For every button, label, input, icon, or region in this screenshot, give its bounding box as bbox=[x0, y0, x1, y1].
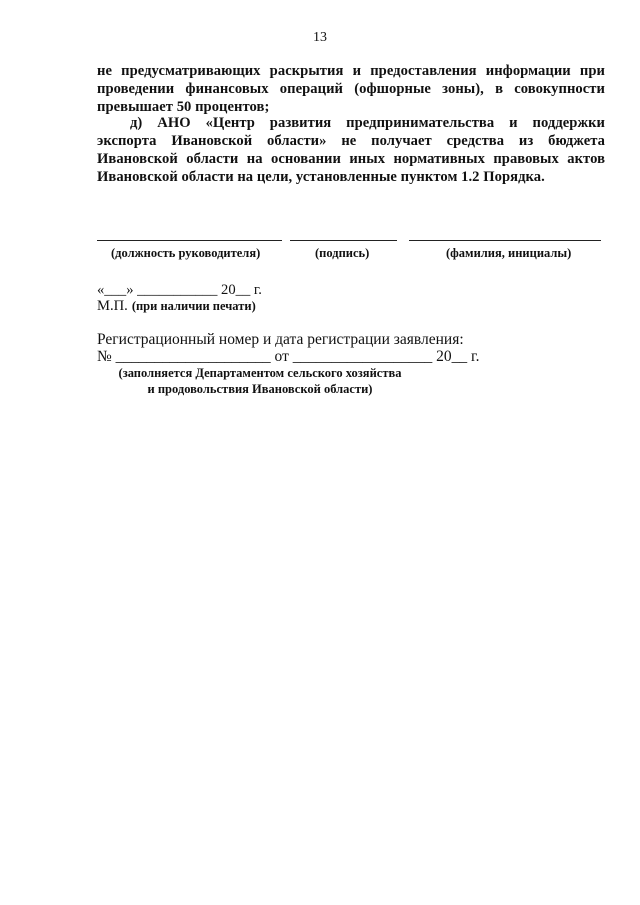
position-caption: (должность руководителя) bbox=[111, 246, 261, 260]
paragraph-line: д) АНО «Центр развития предпринимательства и поддержки bbox=[130, 115, 605, 131]
paragraph-line: экспорта Ивановской области» не получает средства из бюджета bbox=[97, 133, 605, 149]
paragraph-budget-funds bbox=[97, 114, 605, 186]
paragraph-line: не предусматривающих раскрытия и предоставления информации при bbox=[97, 63, 605, 79]
page-number: 13 bbox=[313, 30, 327, 45]
registration-note: (заполняется Департаментом сельского хозяйства bbox=[118, 366, 402, 380]
date-line: «___» ___________ 20__ г. bbox=[97, 282, 262, 298]
registration-number-date-line: № ____________________ от __________________ 20__ г. bbox=[97, 348, 480, 365]
registration-note: и продовольствия Ивановской области) bbox=[147, 382, 373, 396]
paragraph-line: проведении финансовых операций (офшорные зоны), в совокупности bbox=[97, 81, 605, 97]
name-signature-line bbox=[409, 240, 601, 241]
paragraph-line: превышает 50 процентов; bbox=[97, 99, 270, 115]
paragraph-line: Ивановской области на цели, установленные пунктом 1.2 Порядка. bbox=[97, 169, 545, 185]
name-caption: (фамилия, инициалы) bbox=[446, 246, 572, 260]
stamp-line bbox=[97, 297, 256, 315]
signature-line bbox=[290, 240, 397, 241]
stamp-label: М.П. bbox=[97, 298, 128, 314]
paragraph-offshore-share bbox=[97, 62, 605, 116]
signature-block bbox=[97, 240, 605, 270]
position-signature-line bbox=[97, 240, 282, 241]
stamp-note: (при наличии печати) bbox=[131, 299, 256, 313]
registration-title: Регистрационный номер и дата регистрации заявления: bbox=[97, 331, 464, 348]
signature-caption: (подпись) bbox=[315, 246, 370, 260]
paragraph-line: Ивановской области на основании иных нормативных правовых актов bbox=[97, 151, 605, 167]
